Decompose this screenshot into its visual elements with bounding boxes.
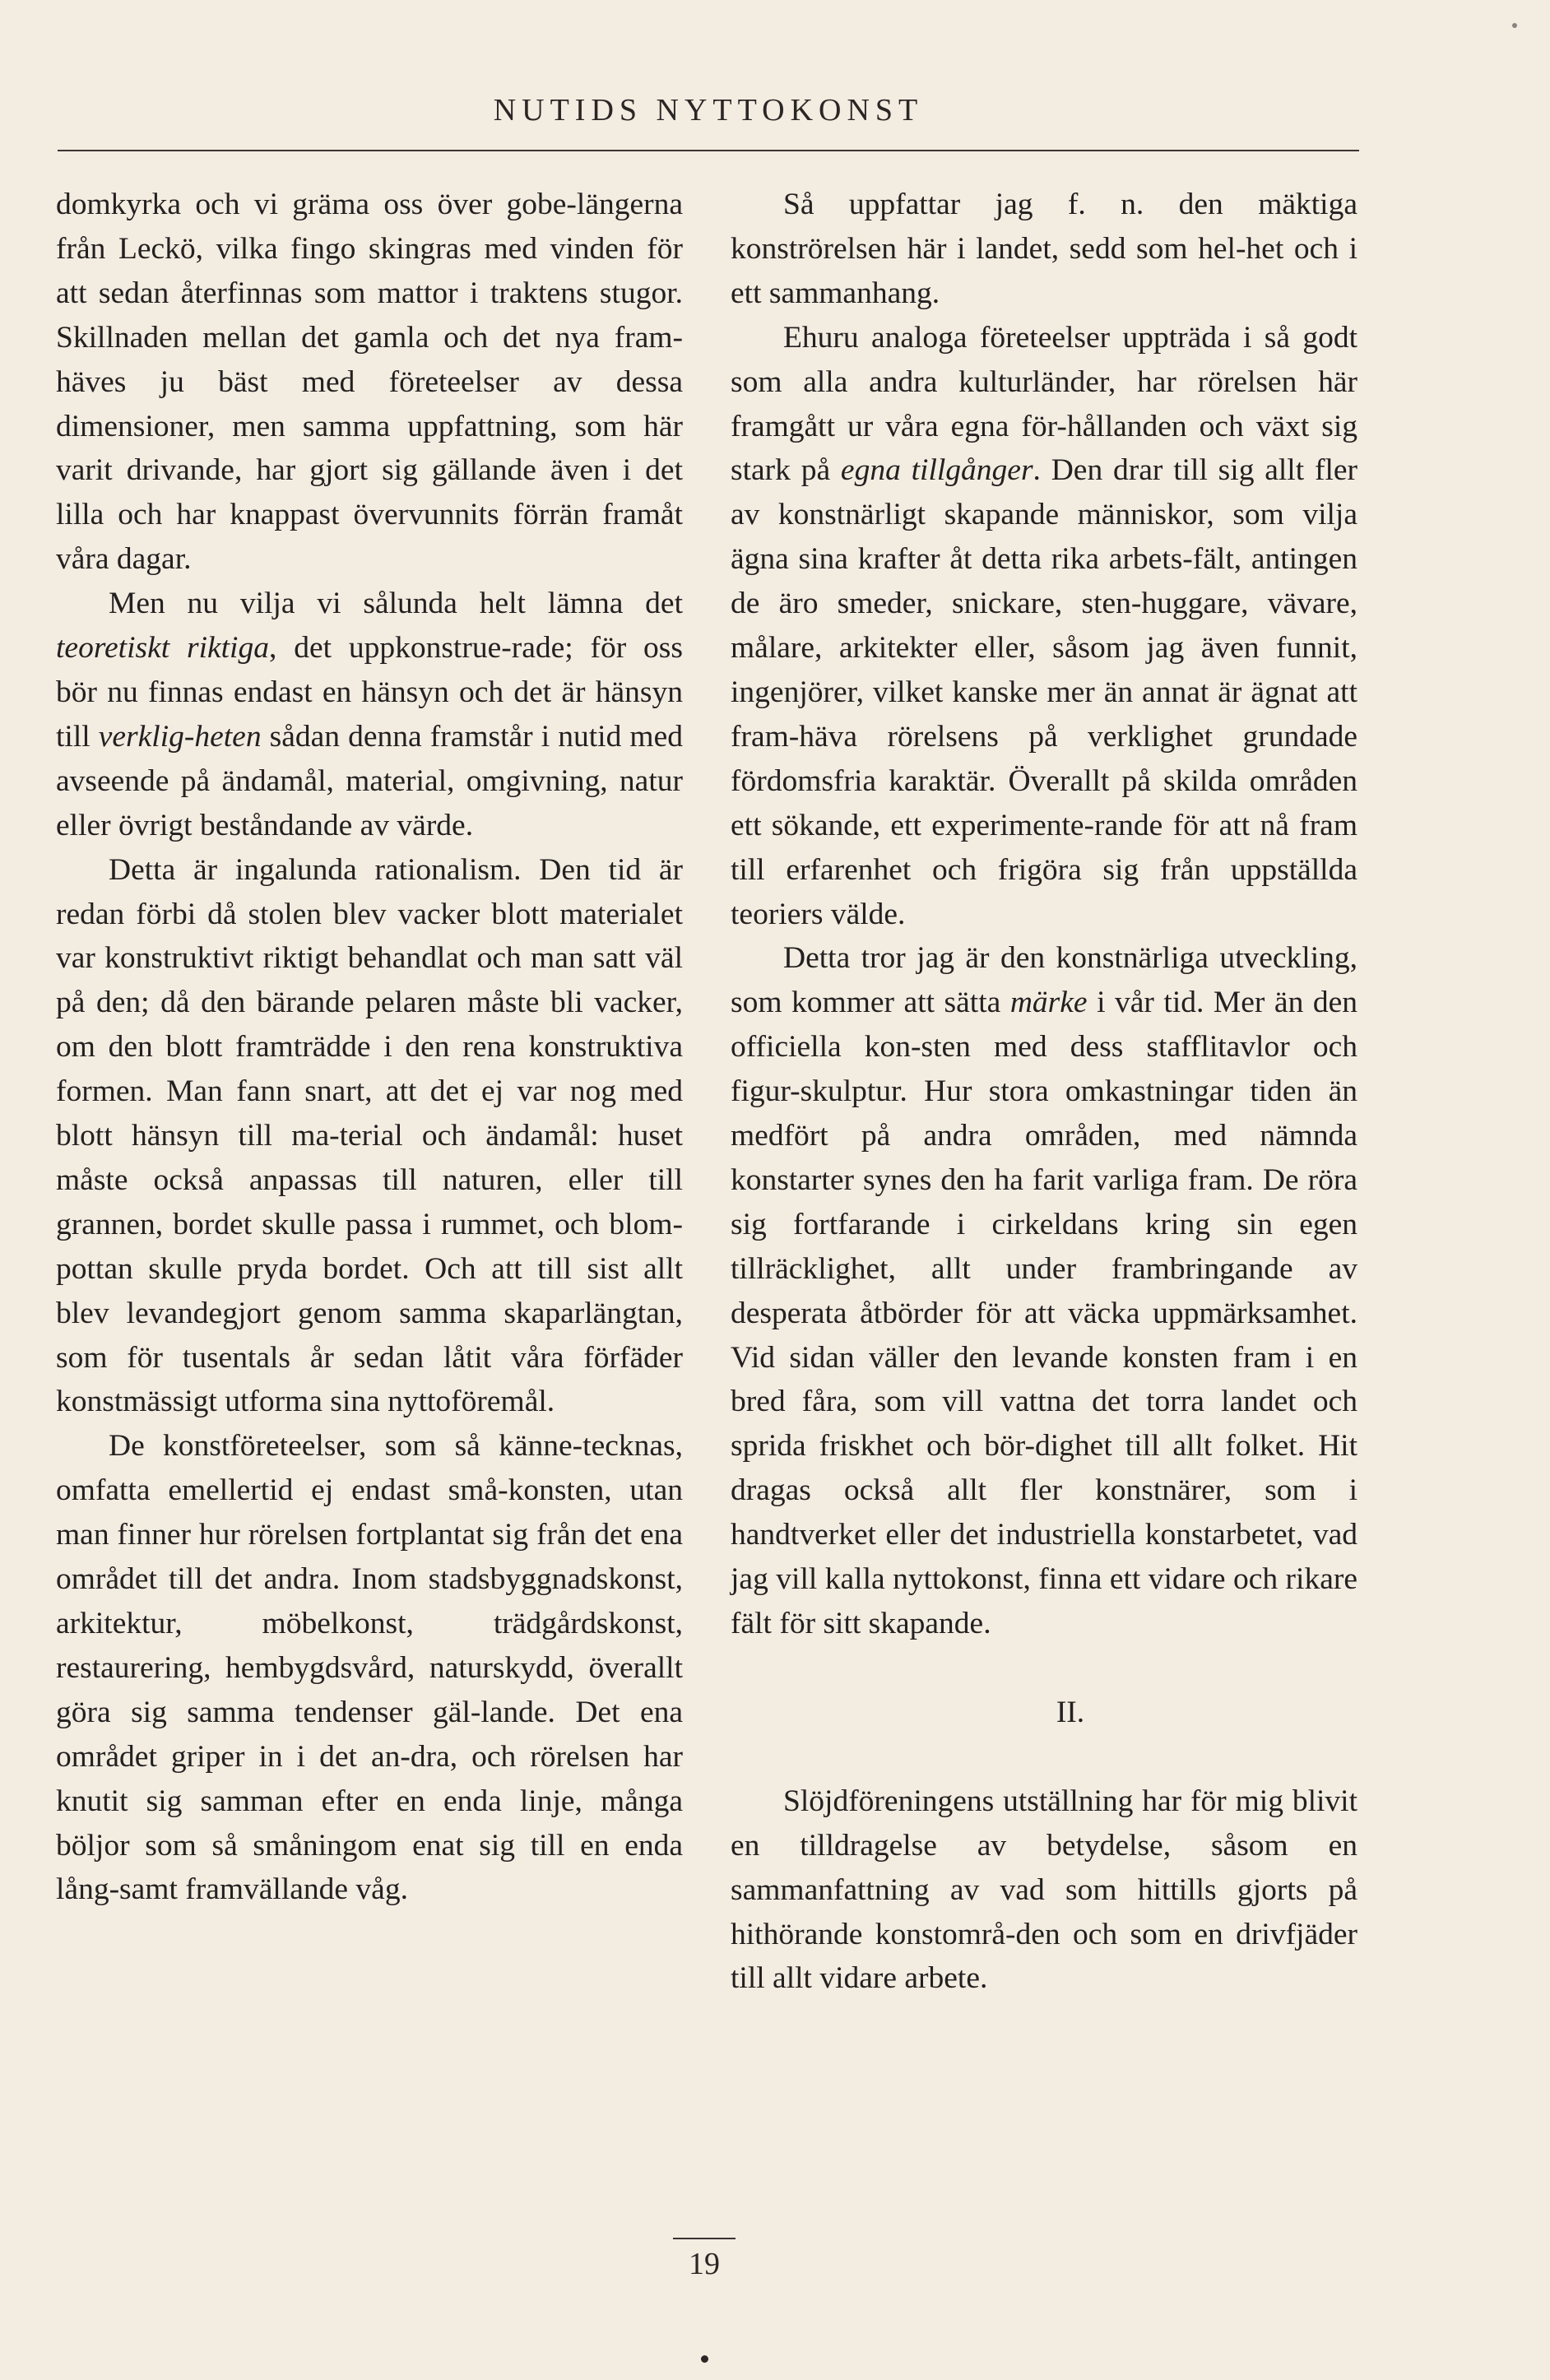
page-number-rule — [673, 2238, 736, 2239]
paragraph: Detta tror jag är den konstnärliga utveckling, som kommer att sätta märke i vår tid. Mer än den officiella kon-sten med dess stafflitavlor och figur-skulptur. Hur stora omkastningar tiden än medfört på andra områden, med nämnda konstarter synes den ha farit varliga fram. De röra sig fortfarande i cirkeldans kring sin egen tillräcklighet, allt under frambringande av desperata åtbörder för att väcka uppmärksamhet. Vid sidan väller den levande konsten fram i en bred fåra, som vill vattna det torra landet och sprida friskhet och bör-dighet till allt folket. Hit dragas också allt fler konstnärer, som i handtverket eller det industriella konstarbetet, vad jag vill kalla nyttokonst, finna ett vidare och rikare fält för sitt skapande. — [731, 941, 1357, 1640]
paragraph: Ehuru analoga företeelser uppträda i så godt som alla andra kulturländer, har rörelsen här framgått ur våra egna för-hållanden och växt sig stark på egna tillgånger. Den drar till sig allt fler av konstnärligt skapande människor, som vilja ägna sina krafter åt detta rika arbets-fält, antingen de äro smeder, snickare, sten-huggare, vävare, målare, arkitekter eller, såsom jag även funnit, ingenjörer, vilket kanske mer än annat är ägnat att fram-häva rörelsens på verklighet grundade fördomsfria karaktär. Överallt på skilda områden ett sökande, ett experimente-rande för att nå fram till erfarenhet och frigöra sig från uppställda teoriers välde. — [731, 320, 1357, 931]
italic-term: märke — [1009, 986, 1088, 1020]
speck-mark — [1512, 23, 1517, 28]
italic-term: teoretiskt riktiga — [56, 631, 269, 666]
paragraph: De konstföreteelser, som så känne-tecknas, omfatta emellertid ej endast små-konsten, utan man finner hur rörelsen fortplantat sig från det ena området till det andra. Inom stadsbyggnadskonst, arkitektur, möbelkonst, trädgårdskonst, restaurering, hembygdsvård, naturskydd, överallt göra sig samma tendenser gäl-lande. Det ena området griper in i det an-dra, och rörelsen har knutit sig samman efter en enda linje, många böljor som så småningom enat sig till en enda lång-samt framvällande våg. — [56, 1429, 683, 1907]
right-column — [731, 183, 1357, 2001]
ink-dot — [701, 2355, 708, 2363]
section-heading: II. — [1056, 1695, 1085, 1729]
running-header: NUTIDS NYTTOKONST — [493, 93, 924, 128]
paragraph: Men nu vilja vi sålunda helt lämna det teoretiskt riktiga, det uppkonstrue-rade; för oss bör nu finnas endast en hänsyn och det är hänsyn till verklig-heten sådan denna framstår i nutid med avseende på ändamål, material, omgivning, natur eller övrigt beståndande av värde. — [56, 587, 683, 842]
paragraph: Detta är ingalunda rationalism. Den tid är redan förbi då stolen blev vacker blott materialet var konstruktivt riktigt behandlat och man satt väl på den; då den bärande pelaren måste bli vacker, om den blott framträdde i den rena konstruktiva formen. Man fann snart, att det ej var nog med blott hänsyn till ma-terial och ändamål: huset måste också anpassas till naturen, eller till grannen, bordet skulle passa i rummet, och blom-pottan skulle pryda bordet. Och att till sist allt blev levandegjort genom samma skaparlängtan, som för tusentals år sedan låtit våra förfäder konstmässigt utforma sina nyttoföremål. — [56, 852, 683, 1419]
italic-term: verklig-heten — [98, 719, 262, 754]
left-column — [56, 183, 683, 1912]
paragraph: domkyrka och vi gräma oss över gobe-längerna från Leckö, vilka fingo skingras med vinden för att sedan återfinnas som mattor i traktens stugor. Skillnaden mellan det gamla och det nya fram-häves ju bäst med företeelser av dessa dimensioner, men samma uppfattning, som här varit drivande, har gjort sig gällande även i det lilla och har knappast övervunnits förrän framåt våra dagar. — [56, 188, 683, 577]
header-rule — [58, 150, 1359, 151]
paragraph: Så uppfattar jag f. n. den mäktiga konströrelsen här i landet, sedd som hel-het och i ett sammanhang. — [731, 188, 1357, 310]
italic-term: egna tillgånger — [840, 453, 1033, 488]
paragraph: Slöjdföreningens utställning har för mig blivit en tilldragelse av betydelse, såsom en sammanfattning av vad som hittills gjorts på hithörande konstområ-den och som en drivfjäder till allt vidare arbete. — [731, 1784, 1357, 1996]
page-number: 19 — [689, 2247, 720, 2281]
